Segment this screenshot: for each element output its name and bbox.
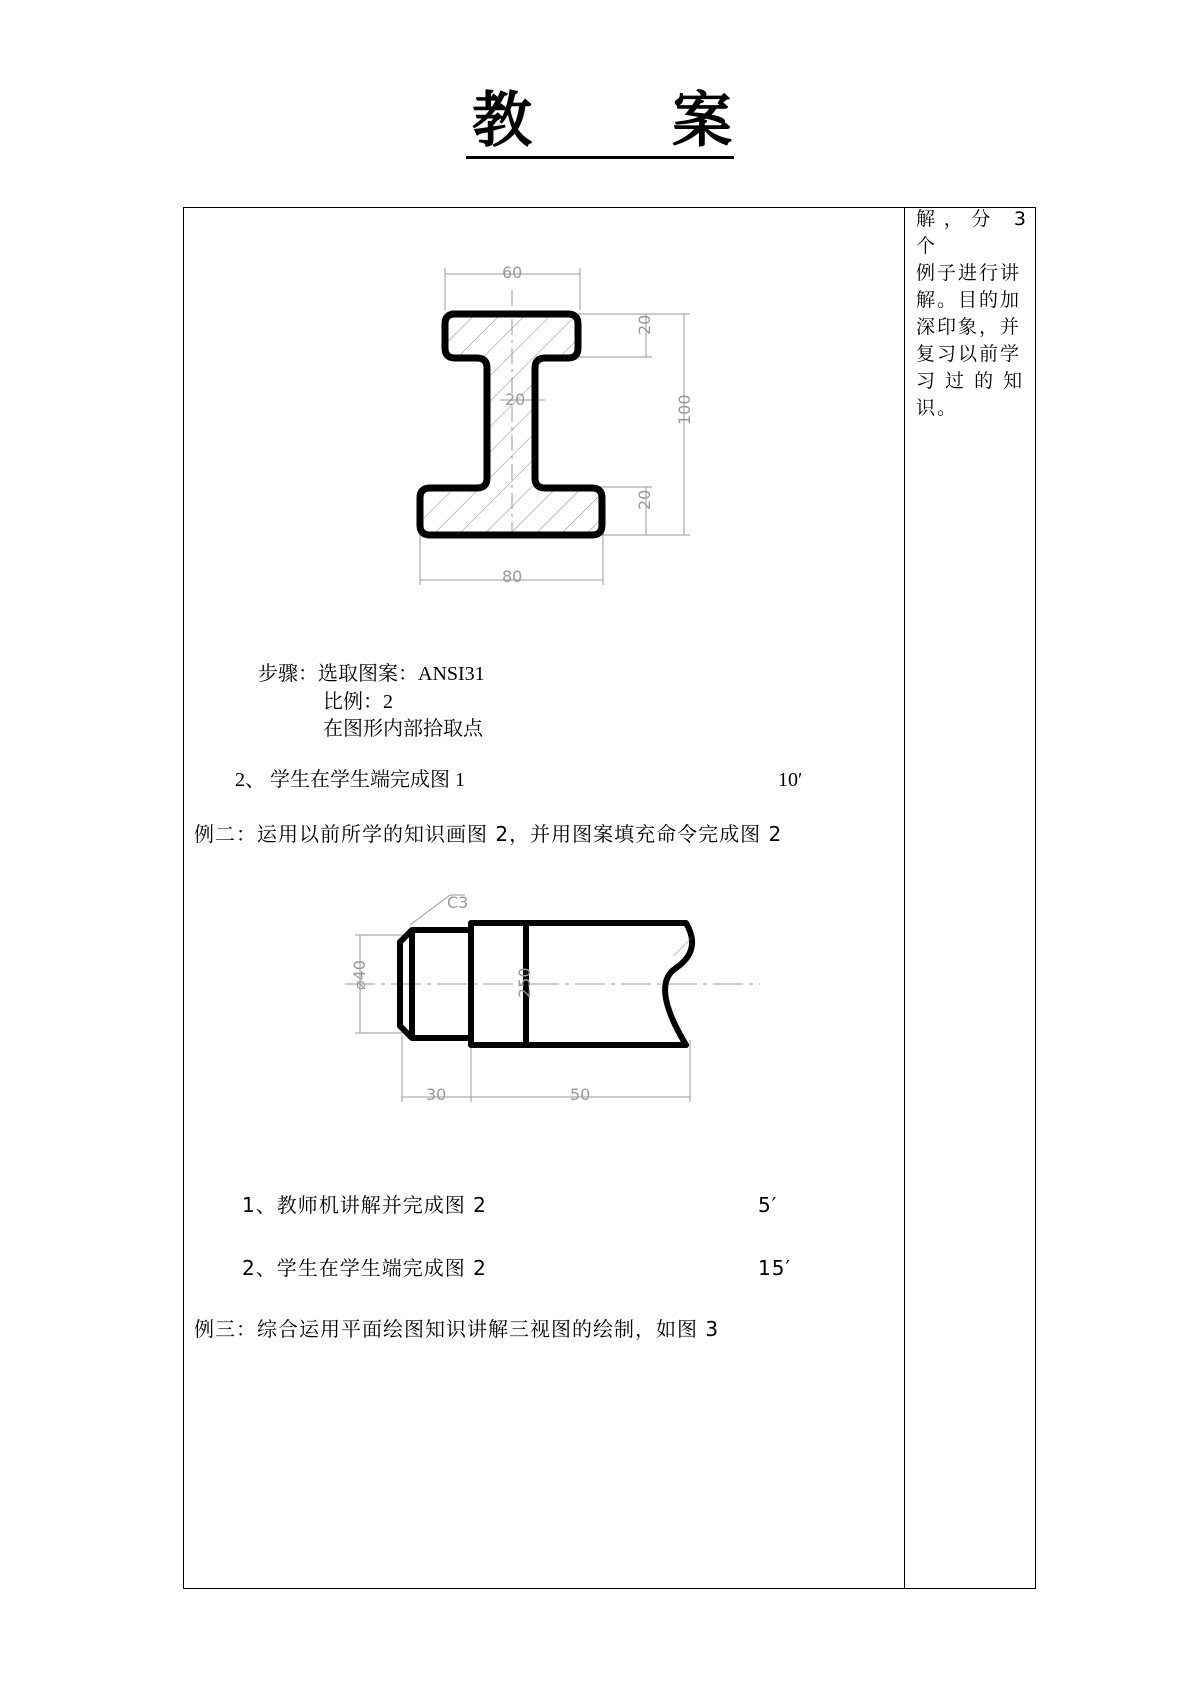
dim-web: 20 (505, 390, 526, 409)
task-1-time: 10′ (778, 769, 803, 791)
side-note-line: 复习以前学 (916, 343, 1022, 365)
step-line-1: 步骤：选取图案：ANSI31 (258, 663, 485, 685)
title-char-2: 案 (672, 86, 732, 156)
dim-flange-top: 20 (635, 314, 654, 335)
task-2-2-time: 15′ (758, 1256, 791, 1280)
dim-chamfer: C3 (447, 893, 469, 912)
task-1-text: 2、 学生在学生端完成图 1 (235, 769, 465, 791)
side-note-line: 例子进行讲 (916, 262, 1022, 284)
dim-bottom-width: 80 (502, 567, 523, 586)
side-note-line: 深印象，并 (916, 316, 1022, 338)
example-2-heading: 例二：运用以前所学的知识画图 2，并用图案填充命令完成图 2 (194, 822, 783, 846)
task-2-1-time: 5′ (758, 1193, 778, 1217)
example-3-heading: 例三：综合运用平面绘图知识讲解三视图的绘制，如图 3 (194, 1317, 720, 1341)
dim-len-2: 50 (570, 1085, 591, 1104)
title-char-1: 教 (472, 86, 532, 156)
task-2-2-text: 2、学生在学生端完成图 2 (242, 1256, 487, 1280)
side-note-line: 解，分 3 个 (916, 208, 1028, 257)
step-line-2: 比例：2 (323, 691, 393, 713)
side-note-line: 识。 (916, 397, 959, 419)
side-note-line: 解。目的加 (916, 289, 1022, 311)
dim-len-1: 30 (426, 1085, 447, 1104)
dim-inner: 250 (515, 967, 534, 998)
step-line-3: 在图形内部拾取点 (323, 718, 483, 740)
dim-flange-bottom: 20 (635, 489, 654, 510)
dim-height: 100 (675, 394, 694, 425)
side-note-line: 习 过 的 知 (916, 370, 1025, 392)
dim-top-width: 60 (502, 263, 523, 282)
dim-diameter: ⌀40 (350, 960, 369, 990)
task-2-1-text: 1、教师机讲解并完成图 2 (242, 1193, 487, 1217)
